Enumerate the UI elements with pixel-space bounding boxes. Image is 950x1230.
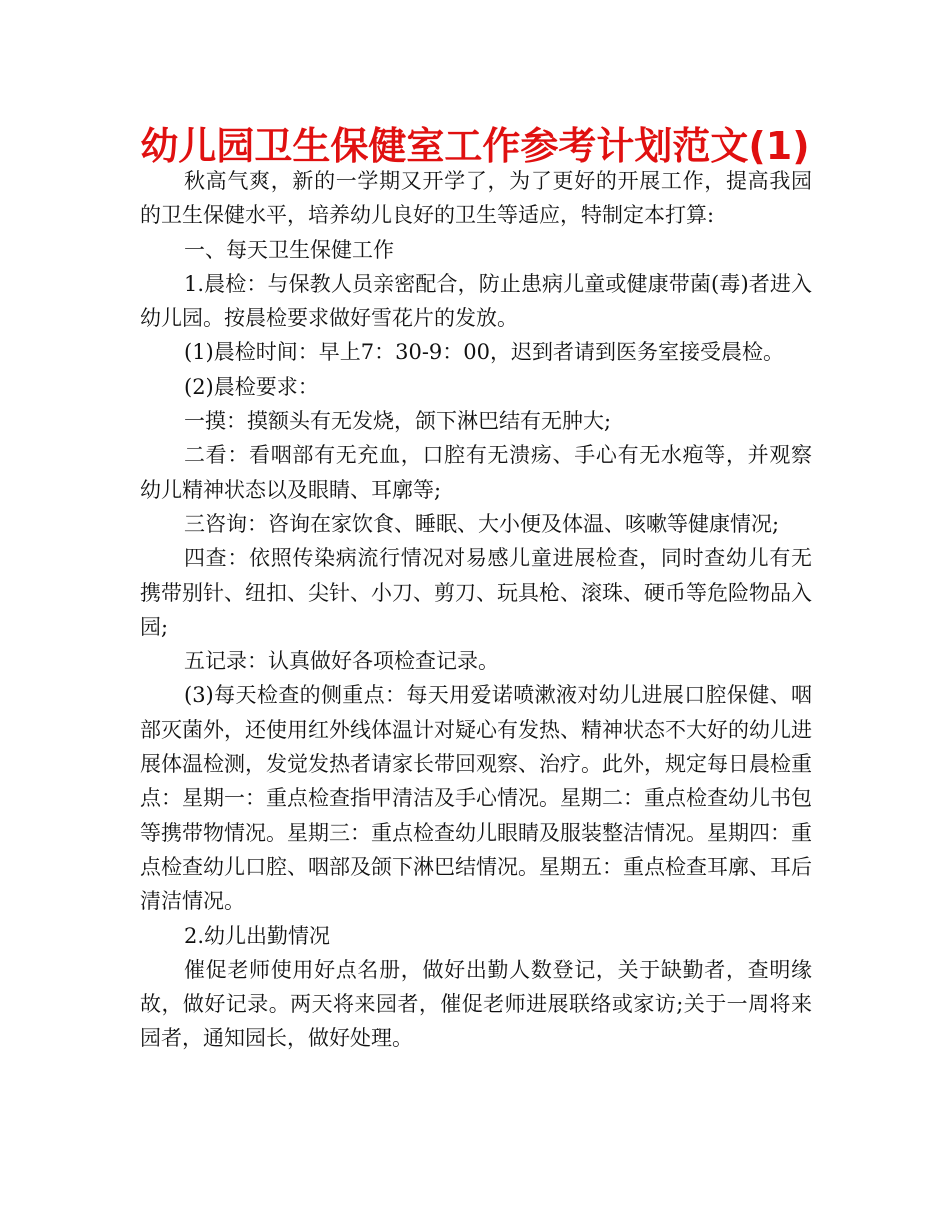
section-heading-daily-health-work: 一、每天卫生保健工作 xyxy=(184,237,394,262)
paragraph-look: 二看：看咽部有无充血，口腔有无溃疡、手心有无水疱等，并观察幼儿精神状态以及眼睛、耳廓等; xyxy=(140,443,812,502)
document-title: 幼儿园卫生保健室工作参考计划范文(1) xyxy=(140,124,810,168)
paragraph-ask: 三咨询：咨询在家饮食、睡眠、大小便及体温、咳嗽等健康情况; xyxy=(184,511,780,536)
paragraph-morning-check: 1.晨检：与保教人员亲密配合，防止患病儿童或健康带菌(毒)者进入幼儿园。按晨检要求做好雪花片的发放。 xyxy=(140,271,812,331)
document-body xyxy=(140,164,812,1056)
paragraph-touch: 一摸：摸额头有无发烧，颌下淋巴结有无肿大; xyxy=(184,409,612,434)
paragraph-check-time: (1)晨检时间：早上7：30-9：00，迟到者请到医务室接受晨检。 xyxy=(184,340,785,365)
paragraph-daily-focus: (3)每天检查的侧重点：每天用爱诺喷漱液对幼儿进展口腔保健、咽部灭菌外，还使用红外线体温计对疑心有发热、精神状态不大好的幼儿进展体温检测，发觉发热者请家长带回观察、治疗。此外，规定每日晨检重点：星期一：重点检查指甲清洁及手心情况。星期二：重点检查幼儿书包等携带物情况。星期三：重点检查幼儿眼睛及服装整洁情况。星期四：重点检查幼儿口腔、咽部及颌下淋巴结情况。星期五：重点检查耳廓、耳后清洁情况。 xyxy=(140,683,812,914)
paragraph-record: 五记录：认真做好各项检查记录。 xyxy=(184,649,499,674)
paragraph-check-requirements: (2)晨检要求： xyxy=(184,374,319,399)
paragraph-inspect: 四查：依照传染病流行情况对易感儿童进展检查，同时查幼儿有无携带别针、纽扣、尖针、小刀、剪刀、玩具枪、滚珠、硬币等危险物品入园; xyxy=(140,546,812,639)
paragraph-intro: 秋高气爽，新的一学期又开学了，为了更好的开展工作，提高我园的卫生保健水平，培养幼儿良好的卫生等适应，特制定本打算: xyxy=(140,169,812,228)
section-heading-attendance: 2.幼儿出勤情况 xyxy=(184,923,331,948)
paragraph-attendance: 催促老师使用好点名册，做好出勤人数登记，关于缺勤者，查明缘故，做好记录。两天将来园者，催促老师进展联络或家访;关于一周将来园者，通知园长，做好处理。 xyxy=(140,957,812,1051)
